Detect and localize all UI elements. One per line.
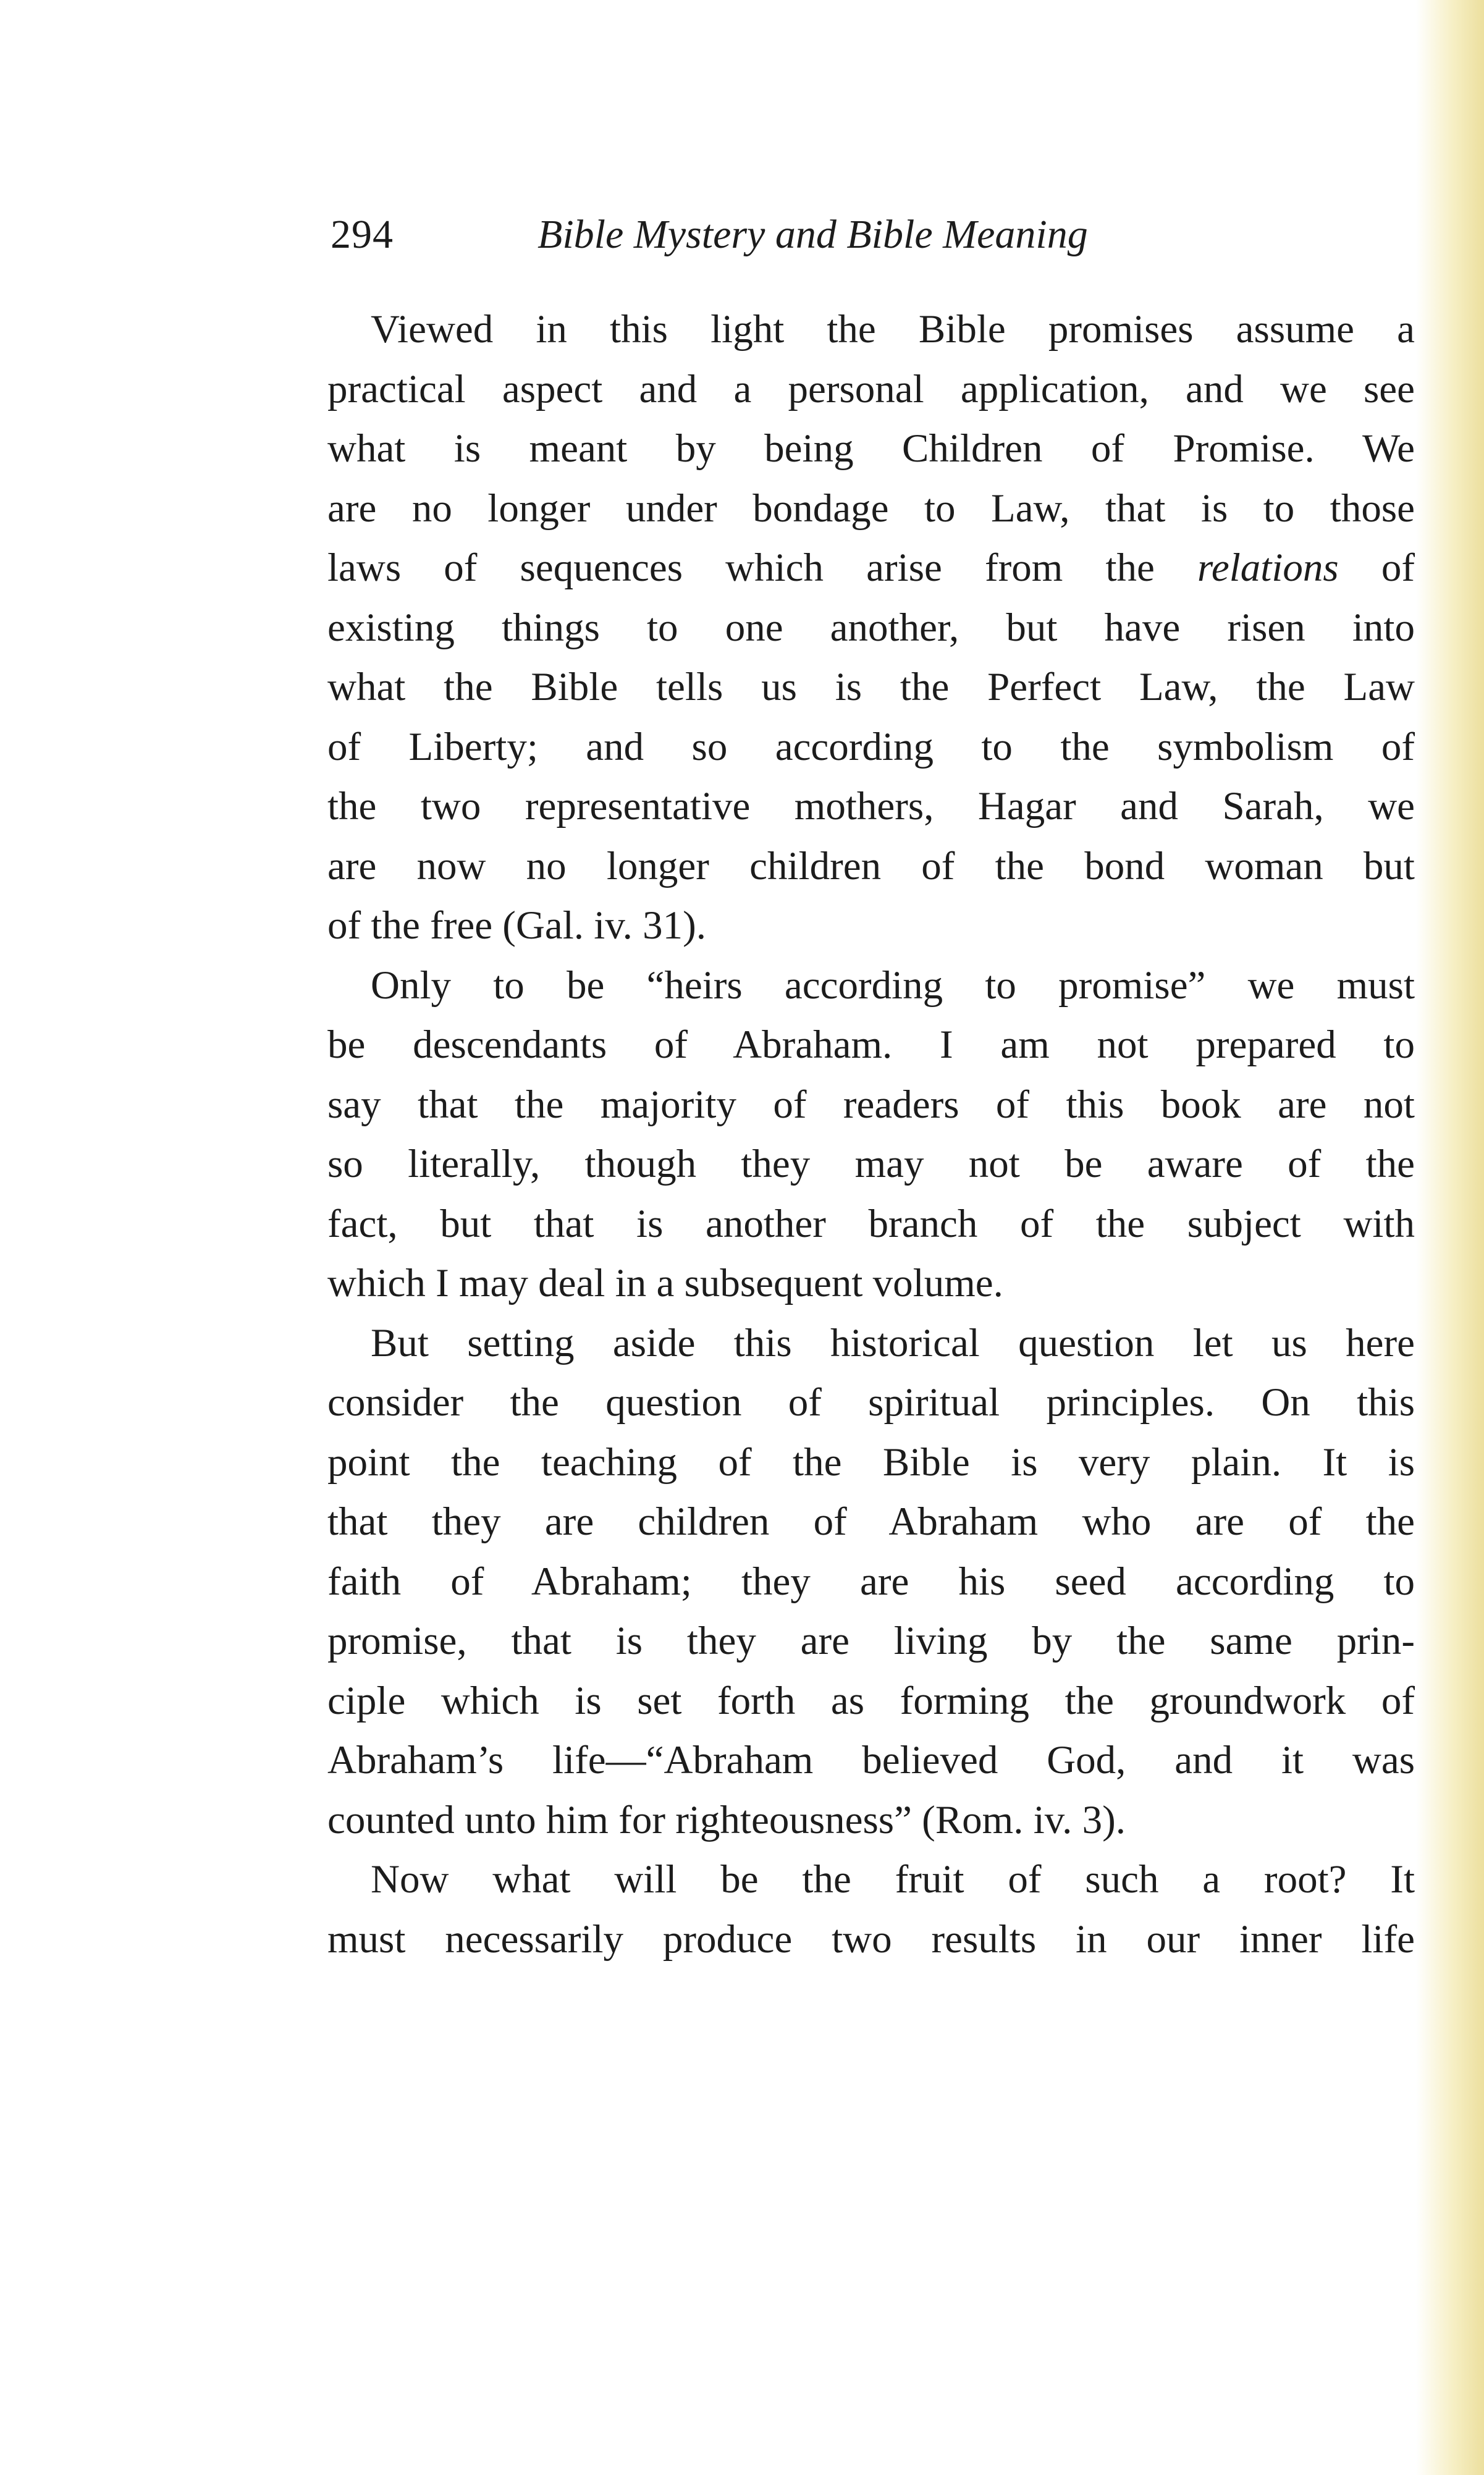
- page-edge-discoloration: [1416, 0, 1484, 2475]
- text-line: consider the question of spiritual principles. On this: [327, 1380, 1415, 1425]
- text-line: are no longer under bondage to Law, that is to those: [327, 486, 1415, 531]
- text-line: Abraham’s life—“Abraham believed God, and it was: [327, 1738, 1415, 1782]
- text-line: so literally, though they may not be aware of the: [327, 1142, 1415, 1186]
- text-line: practical aspect and a personal application, and we see: [327, 366, 1415, 411]
- text-line: Only to be “heirs according to promise” we must: [371, 963, 1415, 1008]
- text-line: say that the majority of readers of this book are not: [327, 1082, 1415, 1127]
- text-line: Now what will be the fruit of such a root? It: [371, 1857, 1415, 1902]
- italic-word: relations: [1197, 546, 1339, 590]
- text-line: fact, but that is another branch of the subject with: [327, 1201, 1415, 1246]
- text-line: point the teaching of the Bible is very plain. It is: [327, 1440, 1415, 1485]
- text-line: [327, 538, 1415, 598]
- paragraph-4: [327, 1850, 1415, 1969]
- text-line: But setting aside this historical question let us here: [371, 1320, 1415, 1365]
- text-line: of the free (Gal. iv. 31).: [327, 903, 707, 948]
- text-segment: of: [1381, 546, 1415, 590]
- paragraph-2: [327, 956, 1415, 1313]
- text-line: must necessarily produce two results in our inner life: [327, 1916, 1415, 1962]
- page-number: 294: [331, 212, 394, 257]
- book-title: Bible Mystery and Bible Meaning: [538, 212, 1088, 257]
- running-head: [331, 204, 1214, 266]
- text-segment: laws of sequences which arise from the: [327, 546, 1155, 590]
- paragraph-1: [327, 300, 1415, 956]
- text-line: what the Bible tells us is the Perfect Law, the Law: [327, 665, 1415, 709]
- text-line: what is meant by being Children of Promise. We: [327, 426, 1415, 471]
- text-line: existing things to one another, but have risen into: [327, 605, 1415, 650]
- text-line: of Liberty; and so according to the symbolism of: [327, 724, 1415, 769]
- text-line: counted unto him for righteousness” (Rom. iv. 3).: [327, 1797, 1126, 1842]
- text-line: which I may deal in a subsequent volume.: [327, 1261, 1003, 1305]
- text-line: Viewed in this light the Bible promises assume a: [371, 307, 1415, 352]
- text-line: promise, that is they are living by the same prin-: [327, 1619, 1415, 1663]
- text-line: ciple which is set forth as forming the groundwork of: [327, 1678, 1415, 1723]
- text-line: be descendants of Abraham. I am not prepared to: [327, 1022, 1415, 1067]
- body-text: [327, 300, 1415, 1969]
- text-line: that they are children of Abraham who are of the: [327, 1499, 1415, 1544]
- text-line: the two representative mothers, Hagar and Sarah, we: [327, 784, 1415, 829]
- paragraph-3: [327, 1313, 1415, 1850]
- text-line: faith of Abraham; they are his seed according to: [327, 1559, 1415, 1604]
- text-line: are now no longer children of the bond woman but: [327, 843, 1415, 888]
